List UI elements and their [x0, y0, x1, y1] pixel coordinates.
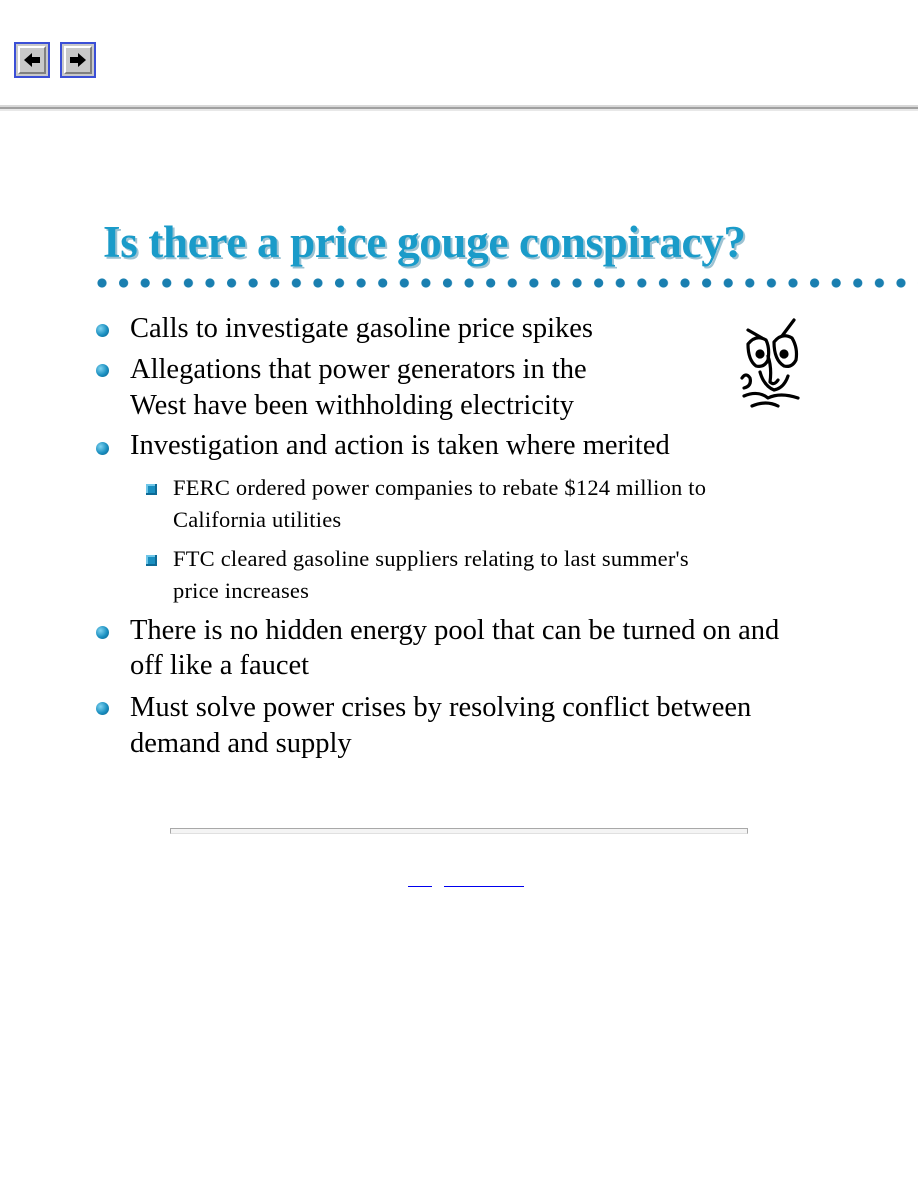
sub-bullet-icon [146, 555, 157, 566]
bullet-text: Allegations that power generators in the [130, 354, 587, 385]
bullet-text: Must solve power crises by resolving conflict between [130, 692, 752, 723]
slide-divider [170, 828, 748, 834]
bullet-icon [96, 324, 109, 337]
next-slide-button[interactable] [60, 42, 96, 78]
sub-bullet-text: FERC ordered power companies to rebate $124 million to [173, 475, 707, 500]
sub-bullet-text: price increases [173, 578, 310, 603]
sub-bullet-text: California utilities [173, 507, 342, 532]
bullet-text: Investigation and action is taken where merited [130, 430, 670, 461]
header-divider [0, 105, 918, 111]
footer-link[interactable] [408, 872, 432, 889]
right-arrow-icon [69, 51, 87, 69]
bullet-text: off like a faucet [130, 650, 310, 681]
bullet-icon [96, 442, 109, 455]
bullet-icon [96, 702, 109, 715]
bullet-icon [96, 364, 109, 377]
dotted-divider [96, 277, 918, 289]
bullet-icon [96, 626, 109, 639]
bullet-text: There is no hidden energy pool that can be turned on and [130, 615, 780, 646]
left-arrow-icon [23, 51, 41, 69]
grumpy-face-icon [738, 316, 804, 412]
footer-link[interactable] [444, 872, 524, 889]
bullet-text: West have been withholding electricity [130, 390, 575, 421]
footer-links [408, 870, 524, 892]
previous-slide-button[interactable] [14, 42, 50, 78]
bullet-text: demand and supply [130, 728, 352, 759]
sub-bullet-text: FTC cleared gasoline suppliers relating to last summer's [173, 546, 689, 571]
bullet-text: Calls to investigate gasoline price spikes [130, 313, 594, 344]
sub-bullet-icon [146, 484, 157, 495]
slide-title: Is there a price gouge conspiracy? [103, 217, 746, 267]
